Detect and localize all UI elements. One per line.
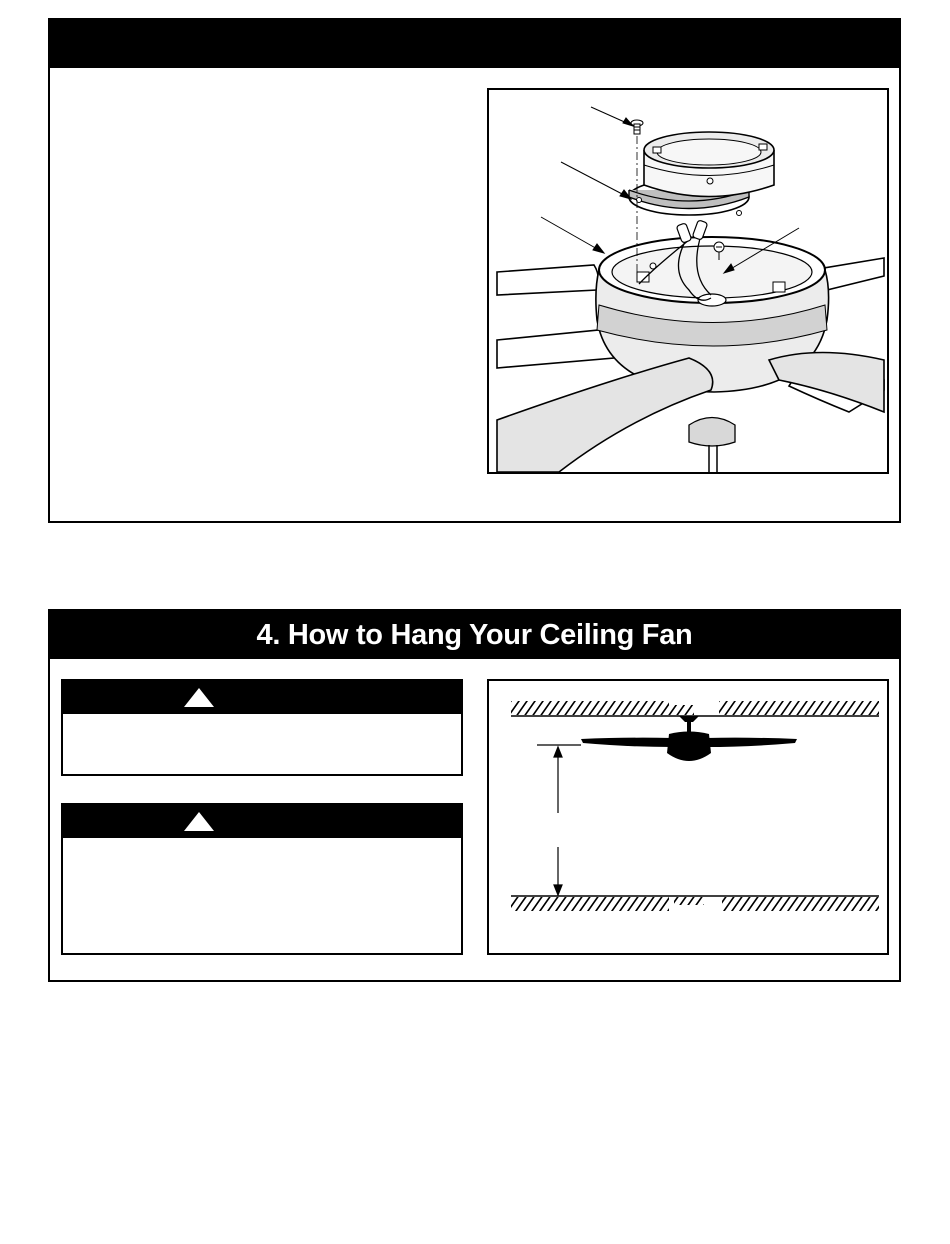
section-title: 4. How to Hang Your Ceiling Fan <box>256 618 693 651</box>
fan-blade-right-back <box>822 258 884 290</box>
ceiling-fan-silhouette <box>581 716 797 761</box>
clearance-dimension <box>537 745 581 895</box>
warning-triangle-icon <box>184 688 214 707</box>
warning-box <box>61 803 463 955</box>
fan-blade-left-back <box>497 265 598 295</box>
hang-fan-section <box>48 609 901 982</box>
floor-line <box>511 896 879 911</box>
warning-header-bar <box>63 681 461 714</box>
callout-arrow <box>541 217 599 250</box>
fan-blade-left <box>497 330 615 368</box>
warning-box <box>61 679 463 776</box>
light-kit-figure <box>487 88 889 474</box>
ceiling-line <box>511 701 879 716</box>
warning-header-bar <box>63 805 461 838</box>
callout-arrow <box>561 162 626 196</box>
light-kit-dome <box>644 132 774 197</box>
clearance-figure <box>487 679 889 955</box>
section-header-bar <box>50 611 899 659</box>
fan-light-kit-illustration <box>489 90 887 472</box>
fan-clearance-diagram <box>489 681 887 953</box>
mounting-tab <box>773 282 785 292</box>
callout-arrow <box>591 107 629 124</box>
fan-blade-front-left <box>497 358 713 472</box>
assembly-section <box>48 18 901 523</box>
warning-triangle-icon <box>184 812 214 831</box>
section-header-bar <box>50 20 899 68</box>
top-screw <box>631 120 643 134</box>
